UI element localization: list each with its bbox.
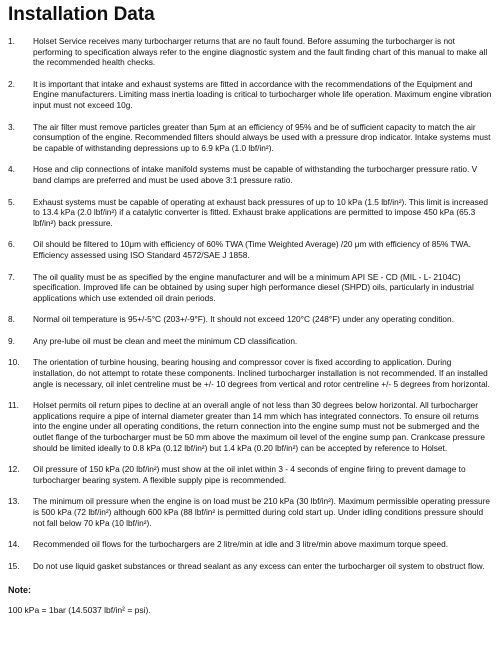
- item-text: The air filter must remove particles greater than 5μm at an efficiency of 95% and be of sufficient capacity to match the air consumption of the engine. Recommended filters should always be used with a pressure drop indicator. Intake systems must be capable of withstanding depressions up to 6.9 kPa (1.0 lbf/in²).: [33, 121, 491, 153]
- list-item: [8, 496, 494, 528]
- list-item: [8, 79, 494, 111]
- item-text: Recommended oil flows for the turbochargers are 2 litre/min at idle and 3 litre/min above maximum torque speed.: [33, 539, 449, 550]
- item-text: Normal oil temperature is 95+/-5°C (203+/-9°F). It should not exceed 120°C (248°F) under any operating condition.: [33, 314, 454, 325]
- item-text: Oil pressure of 150 kPa (20 lbf/in²) must show at the oil inlet within 3 - 4 seconds of engine firing to prevent damage to turbocharger bearing system. A flexible supply pipe is recommended.: [33, 464, 466, 485]
- item-number: 2.: [8, 78, 15, 89]
- item-number: 12.: [8, 464, 20, 475]
- installation-list: [8, 36, 494, 571]
- item-number: 13.: [8, 496, 20, 507]
- item-text: Any pre-lube oil must be clean and meet the minimum CD classification.: [33, 335, 298, 346]
- note-text: 100 kPa = 1bar (14.5037 lbf/in² = psi).: [8, 605, 151, 616]
- note-heading: Note:: [8, 585, 31, 596]
- list-item: [8, 400, 494, 453]
- list-item: [8, 122, 494, 154]
- item-text: Hose and clip connections of intake manifold systems must be capable of withstanding the turbocharger pressure ratio. V band clamps are preferred and must be used above 3:1 pressure ratio.: [33, 164, 478, 185]
- item-number: 10.: [8, 357, 20, 368]
- item-text: The oil quality must be as specified by the engine manufacturer and will be a minimum API SE - CD (MIL - L- 2104C) specification. Improved life can be obtained by using super high performance diesel (SHPD) oils, particularly in industrial applications which use extended oil drain periods.: [33, 271, 474, 303]
- list-item: [8, 239, 494, 260]
- item-number: 9.: [8, 335, 15, 346]
- list-item: [8, 464, 494, 485]
- item-text: Do not use liquid gasket substances or thread sealant as any excess can enter the turbocharger oil system to obstruct flow.: [33, 560, 485, 571]
- list-item: [8, 164, 494, 185]
- item-number: 4.: [8, 164, 15, 175]
- item-number: 8.: [8, 314, 15, 325]
- item-text: Exhaust systems must be capable of operating at exhaust back pressures of up to 10 kPa (1.5 lbf/in²). This limit is increased to 13.4 kPa (2.0 lbf/in²) if a catalytic converter is fitted. Exhaust brake applications are permitted to impose 450 kPa (65.3 lbf/in²) back pressure.: [33, 196, 489, 228]
- item-text: It is important that intake and exhaust systems are fitted in accordance with the recommendations of the Equipment and Engine manufacturers. Limiting mass inertia loading is critical to turbocharger whole life operation. Maximum engine vibration input must not exceed 10g.: [33, 78, 492, 110]
- item-number: 5.: [8, 196, 15, 207]
- item-text: The minimum oil pressure when the engine is on load must be 210 kPa (30 lbf/in²). Maximum permissible operating pressure is 500 kPa (72 lbf/in²) although 600 kPa (88 lbf/in² is permitted during cold start up. Under idling conditions pressure should not fall below 70 kPa (10 lbf/in²).: [33, 496, 491, 528]
- list-item: [8, 357, 494, 389]
- list-item: [8, 561, 494, 572]
- list-item: [8, 272, 494, 304]
- item-number: 11.: [8, 400, 19, 411]
- item-text: Oil should be filtered to 10μm with efficiency of 60% TWA (Time Weighted Average) /20 μm with efficiency of 85% TWA. Efficiency assessed using ISO Standard 4572/SAE J 1858.: [33, 239, 471, 260]
- list-item: [8, 197, 494, 229]
- item-text: Holset Service receives many turbocharger returns that are no fault found. Before assuming the turbocharger is not performing to specification always refer to the engine diagnostic system and the fault finding chart of this manual to make all the recommended health checks.: [33, 36, 488, 68]
- page-title: Installation Data: [8, 4, 155, 25]
- item-number: 1.: [8, 36, 15, 46]
- list-item: [8, 36, 494, 68]
- item-number: 14.: [8, 539, 20, 550]
- list-item: [8, 314, 494, 325]
- list-item: [8, 336, 494, 347]
- item-number: 15.: [8, 560, 20, 571]
- item-text: Holset permits oil return pipes to decline at an overall angle of not less than 30 degrees below horizontal. All turbocharger applications require a pipe of internal diameter greater than 14 mm which has integrated connectors. To ensure oil returns into the engine under all operating conditions, the return connection into the engine sump must not be submerged and the outlet flange of the turbocharger must be 50 mm above the maximum oil level of the engine sump pan. Crankcase pressure should be limited ideally to 0.8 kPa (0.12 lbf/in²) but 1.4 kPa (0.20 lbf/in²) can be accepted by reference to Holset.: [33, 400, 485, 453]
- list-item: [8, 539, 494, 550]
- item-number: 3.: [8, 121, 15, 132]
- item-text: The orientation of turbine housing, bearing housing and compressor cover is fixed according to application. During installation, do not attempt to rotate these components. Inclined turbocharger installation is not recommended. If an installed angle is necessary, oil inlet centreline must be +/- 10 degrees from vertical and rotor centreline +/- 5 degrees from horizontal.: [33, 357, 490, 389]
- item-number: 6.: [8, 239, 15, 250]
- item-number: 7.: [8, 271, 15, 282]
